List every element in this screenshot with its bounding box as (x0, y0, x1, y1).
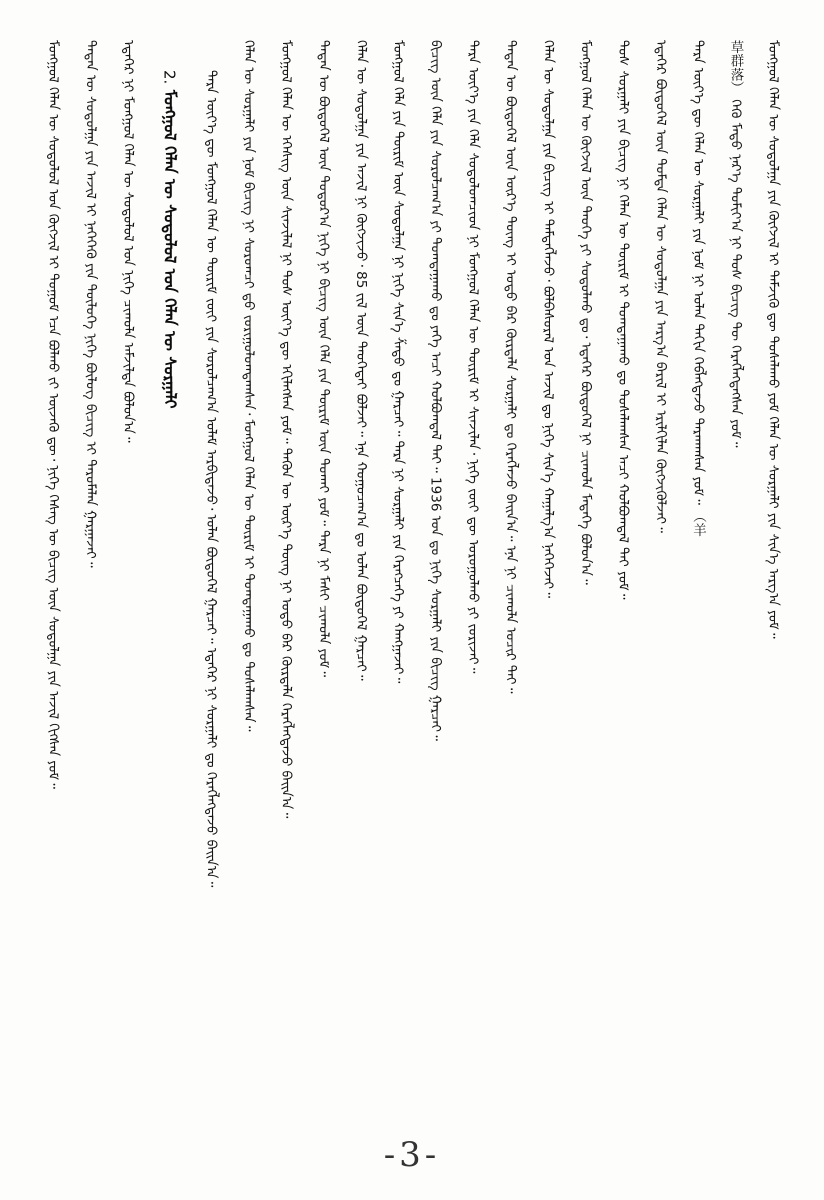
text-column: ᠲᠡᠳᠡᠨ ᠦ ᠰᠤᠳᠤᠯᠭᠠ ᠶᠢᠨ ᠠᠵᠢᠯ ᠢ ᠨᠡᠭᠡᠭᠡᠬᠦ ᠶᠢᠨ ᠲᠥᠯᠥᠭᠡ ᠨᠢᠭᠡ ᠪᠦᠯᠦᠭ ᠪᠢᠴᠢᠭ ᠢ ᠳᠠᠷᠤᠮᠠᠯᠠᠨ ᠭᠠᠷᠭᠠᠵᠠᠢ᠃ (82, 40, 99, 568)
text-column: ᠡᠳᠡᠭᠡᠷ ᠪᠦᠲᠦᠭᠡᠯ ᠦᠨ ᠳᠤᠮᠳᠠ ᠬᠡᠯᠡᠨ ᠦ ᠰᠤᠳᠤᠯᠭᠠ ᠶᠢᠨ ᠠᠷᠭ᠎ᠠ ᠪᠠᠷᠢᠯ ᠢ ᠡᠷᠢᠯᠬᠢᠯᠡᠨ ᠬᠥᠭᠵᠢᠭᠦᠯᠵᠡᠢ᠃ (652, 40, 669, 533)
text-column: ᠡᠳᠡᠭᠡᠷ ᠨᠢ ᠮᠣᠩᠭᠣᠯ ᠬᠡᠯᠡᠨ ᠦ ᠰᠤᠳᠤᠯᠤᠯ ᠤᠨ ᠨᠢᠭᠡ ᠴᠢᠬᠤᠯᠠ ᠠᠮᠵᠢᠯᠲᠠ ᠪᠣᠯᠤᠨ᠎ᠠ᠃ (119, 40, 136, 443)
text-column: ᠮᠣᠩᠭᠣᠯ ᠬᠡᠯᠡᠨ ᠦ ᠡᠭᠡᠰᠢᠭ ᠦᠨ ᠰᠢᠨᠵᠢᠯᠡᠯ ᠨᠢ ᠲᠤᠰ ᠦᠶ᠎ᠡ ᠳᠦ ᠡᠬᠢᠯᠡᠭᠰᠡᠨ ᠶᠤᠮ᠃ ᠲᠡᠭᠦᠨ ᠦ ᠦᠷ᠎ᠡ ᠳᠦᠩ ᠨᠢ ᠣᠳᠣ ᠪᠠᠷ ᠬᠦᠷᠲᠡᠯᠡ ᠬᠡᠷᠡᠭᠯᠡᠭᠳᠡᠵᠦ ᠪᠠᠢᠨ᠎ᠠ᠃ (277, 40, 294, 819)
text-column: ᠮᠣᠩᠭᠣᠯ ᠬᠡᠯᠡᠨ ᠦ ᠰᠤᠳᠤᠯᠤᠯ ᠤᠨ ᠬᠥᠭᠵᠢᠯ ᠢ ᠲᠤᠭᠤᠮ ᠡᠴᠡ ᠪᠣᠯᠬᠤ ᠵᠢ ᠦᠵᠡᠬᠦ ᠳᠦ᠂ ᠨᠢᠭᠡ ᠬᠡᠰᠡᠭ ᠦ ᠪᠢᠴᠢᠭ ᠦᠨ ᠰᠤᠳᠤᠯᠭᠠ ᠶᠢᠨ ᠠᠵᠢᠯ ᠬᠢᠭᠰᠡᠨ ᠶᠤᠮ᠃ (45, 40, 61, 789)
text-column: ᠬᠡᠯᠡᠨ ᠦ ᠰᠤᠳᠤᠯᠭᠠ ᠶᠢᠨ ᠪᠢᠴᠢᠭ ᠢ ᠲᠡᠮᠳᠡᠭᠯᠡᠵᠦ᠂ ᠪᠣᠯᠪᠠᠰᠤᠷᠠᠯ ᠤᠨ ᠠᠵᠢᠯ ᠳᠤ ᠨᠢᠭᠡ ᠰᠢᠨ᠎ᠡ ᠬᠠᠭᠠᠯᠭ᠎ᠠ ᠨᠡᠭᠡᠭᠡᠵᠡᠢ᠃ (540, 40, 557, 598)
text-column: ᠮᠣᠩᠭᠣᠯ ᠬᠡᠯᠡᠨ ᠦ ᠰᠤᠳᠤᠯᠭᠠ ᠶᠢᠨ ᠬᠥᠭᠵᠢᠯ ᠢ ᠳᠡᠮᠵᠢᠬᠦ ᠳᠦ ᠲᠤᠰᠠᠯᠠᠬᠤ ᠶᠤᠮ ᠬᠡᠯᠡᠨ ᠦ ᠰᠤᠷᠭᠠᠯᠢ ᠶᠢᠨ ᠰᠢᠨ᠎ᠡ ᠠᠷᠭ᠎ᠠ ᠶᠤᠮ᠃ (764, 40, 781, 639)
text-body (40, 40, 786, 1115)
section-number: 2. (160, 70, 179, 85)
text-column: ᠲᠡᠷᠡ ᠦᠶ᠎ᠡ ᠳᠦ ᠮᠣᠩᠭᠣᠯ ᠬᠡᠯᠡᠨ ᠦ ᠳᠦᠷᠢᠮ ᠵᠦᠢ ᠶᠢᠨ ᠰᠤᠷᠤᠯᠴᠠᠭ᠎ᠠ ᠤᠯᠠᠮ ᠠᠷᠪᠢᠳᠠᠵᠤ᠂ ᠣᠯᠠᠨ ᠪᠦᠲᠦᠭᠡᠯ ᠭᠠᠷᠴᠠᠢ᠃ ᠡᠳᠡᠭᠡᠷ ᠨᠢ ᠰᠤᠷᠭᠠᠯᠢ ᠳᠤ ᠬᠡᠷᠡᠭᠯᠡᠭᠳᠡᠵᠦ ᠪᠠᠢᠨ᠎ᠠ᠃ (202, 70, 219, 888)
text-column: 草群落） ᠭᠡᠬᠦ ᠮᠡᠲᠦ ᠨᠡᠷ᠎ᠡ ᠲᠣᠮᠢᠶ᠎ᠠ ᠨᠢ ᠲᠤᠰ ᠪᠢᠴᠢᠭ ᠲᠦ ᠬᠡᠷᠡᠭᠯᠡᠭᠳᠡᠭᠰᠡᠨ ᠶᠤᠮ᠃ (727, 40, 744, 448)
text-column: ᠬᠡᠯᠡᠨ ᠦ ᠰᠤᠳᠤᠯᠭᠠ ᠶᠢᠨ ᠠᠵᠢᠯ ᠨᠢ ᠬᠥᠭᠵᠢᠵᠦ᠂ 85 ᠵᠢᠯ ᠦᠨ ᠲᠡᠦᠬᠡᠲᠡᠢ ᠪᠣᠯᠵᠠᠢ᠃ ᠡᠨᠡ ᠬᠤᠭᠤᠴᠠᠭ᠎ᠠ ᠳᠤ ᠣᠯᠠᠨ ᠪᠦᠲᠦᠭᠡᠯ ᠭᠠᠷᠴᠠᠢ᠃ (352, 40, 369, 681)
text-column: ᠲᠡᠳᠡᠨ ᠦ ᠪᠦᠲᠦᠭᠡᠯ ᠦᠨ ᠳᠣᠲᠣᠷ᠎ᠠ ᠨᠢᠭᠡ ᠨᠢ ᠪᠢᠴᠢᠭ ᠦᠨ ᠬᠡᠯᠡ ᠶᠢᠨ ᠳᠦᠷᠢᠮ ᠦᠨ ᠲᠤᠬᠠᠢ ᠶᠤᠮ᠃ ᠲᠡᠷᠡ ᠨᠢ ᠮᠠᠰᠢ ᠴᠢᠬᠤᠯᠠ ᠶᠤᠮ᠃ (315, 40, 332, 677)
text-column: ᠮᠣᠩᠭᠣᠯ ᠬᠡᠯᠡ ᠶᠢᠨ ᠳᠦᠷᠢᠮ ᠦᠨ ᠰᠤᠳᠤᠯᠭᠠ ᠨᠢ ᠨᠢᠭᠡ ᠰᠢᠨ᠎ᠡ ᠱᠠᠲᠤ ᠳᠤ ᠭᠠᠷᠴᠠᠢ᠃ ᠲᠡᠷᠡ ᠨᠢ ᠰᠤᠷᠭᠠᠯᠢ ᠶᠢᠨ ᠬᠡᠷᠡᠭᠴᠡᠭᠡ ᠶᠢ ᠬᠠᠩᠭᠠᠵᠠᠢ᠃ (390, 40, 407, 684)
text-column: ᠲᠤᠰ ᠰᠤᠷᠭᠠᠯᠢ ᠶᠢᠨ ᠪᠢᠴᠢᠭ ᠨᠢ ᠬᠡᠯᠡᠨ ᠦ ᠳᠦᠷᠢᠮ ᠢ ᠲᠣᠭᠲᠠᠭᠠᠬᠤ ᠳᠤ ᠲᠤᠰᠠᠯᠠᠭᠰᠠᠨ ᠠᠴᠢ ᠬᠣᠯᠪᠣᠭᠳᠠᠯ ᠲᠠᠢ ᠶᠤᠮ᠃ (615, 40, 632, 600)
text-column: ᠲᠡᠷᠡ ᠦᠶ᠎ᠡ ᠳᠦ ᠬᠡᠯᠡᠨ ᠦ ᠰᠤᠷᠭᠠᠯᠢ ᠶᠢᠨ ᠨᠣᠮ ᠨᠢ ᠣᠯᠠᠨ ᠳᠠᠬᠢᠨ ᠬᠡᠪᠯᠡᠭᠳᠡᠵᠦ ᠲᠠᠷᠬᠠᠭᠰᠠᠨ ᠶᠤᠮ᠃ （羊 (689, 40, 706, 537)
section-title: ᠮᠣᠩᠭᠣᠯ ᠬᠡᠯᠡᠨ ᠦ ᠰᠤᠳᠤᠯᠤᠯ ᠤᠨ ᠬᠡᠯᠡᠨ ᠦ ᠰᠤᠷᠭᠠᠯᠢ (160, 89, 180, 409)
text-column: ᠲᠡᠳᠡᠨ ᠦ ᠪᠦᠲᠦᠭᠡᠯ ᠦᠨ ᠦᠷ᠎ᠡ ᠳᠦᠩ ᠢ ᠣᠳᠣ ᠪᠠᠷ ᠬᠦᠷᠲᠡᠯᠡ ᠰᠤᠷᠭᠠᠯᠢ ᠳᠤ ᠬᠡᠷᠡᠭᠯᠡᠵᠦ ᠪᠠᠢᠨ᠎ᠠ᠃ ᠡᠨᠡ ᠨᠢ ᠴᠢᠬᠤᠯᠠ ᠤᠴᠢᠷ ᠲᠠᠢ᠃ (502, 40, 519, 694)
text-column: ᠲᠡᠷᠡ ᠦᠶ᠎ᠡ ᠶᠢᠨ ᠬᠡᠯᠡ ᠰᠤᠳᠤᠯᠤᠭᠴᠢᠳ ᠨᠢ ᠮᠣᠩᠭᠣᠯ ᠬᠡᠯᠡᠨ ᠦ ᠳᠦᠷᠢᠮ ᠢ ᠰᠢᠨᠵᠢᠯᠡᠨ᠂ ᠨᠢᠭᠡ ᠵᠦᠢ ᠳᠦ ᠣᠷᠣᠭᠤᠯᠬᠤ ᠶᠢ ᠵᠣᠷᠢᠵᠠᠢ᠃ (465, 40, 482, 674)
text-column: ᠬᠡᠯᠡᠨ ᠦ ᠰᠤᠷᠭᠠᠯᠢ ᠶᠢᠨ ᠨᠣᠮ ᠪᠢᠴᠢᠭ ᠨᠢ ᠰᠤᠷᠤᠭᠴᠢ ᠳ᠋ᠤ ᠵᠣᠷᠢᠭᠤᠯᠤᠭᠳᠠᠭᠰᠠᠨ᠂ ᠮᠣᠩᠭᠣᠯ ᠬᠡᠯᠡᠨ ᠦ ᠳᠦᠷᠢᠮ ᠢ ᠲᠣᠭᠲᠠᠭᠠᠬᠤ ᠳᠤ ᠲᠤᠰᠠᠯᠠᠭᠰᠠᠨ᠃ (240, 40, 257, 732)
section-heading (152, 40, 186, 1115)
text-column: ᠮᠣᠩᠭᠣᠯ ᠬᠡᠯᠡᠨ ᠦ ᠬᠥᠭᠵᠢᠯ ᠦᠨ ᠲᠡᠦᠬᠡ ᠶᠢ ᠰᠤᠳᠤᠯᠬᠤ ᠳᠤ᠂ ᠡᠳᠡᠭᠡᠷ ᠪᠦᠲᠦᠭᠡᠯ ᠨᠢ ᠴᠢᠬᠤᠯᠠ ᠮᠡᠳᠡᠭᠡ ᠪᠣᠯᠤᠨ᠎ᠠ᠃ (577, 40, 594, 585)
text-column: ᠪᠢᠴᠢᠭ ᠦᠨ ᠬᠡᠯᠡ ᠶᠢᠨ ᠰᠤᠷᠤᠯᠴᠠᠭ᠎ᠠ ᠶᠢ ᠲᠣᠭᠲᠠᠭᠠᠬᠤ ᠳᠤ ᠶᠡᠬᠡ ᠠᠴᠢ ᠬᠣᠯᠪᠣᠭᠳᠠᠯ ᠲᠠᠢ᠃ 1936 ᠣᠨ ᠳᠤ ᠨᠢᠭᠡ ᠰᠤᠷᠭᠠᠯᠢ ᠶᠢᠨ ᠪᠢᠴᠢᠭ ᠭᠠᠷᠴᠠᠢ᠃ (427, 40, 444, 741)
page-number: -3- (383, 1135, 441, 1175)
